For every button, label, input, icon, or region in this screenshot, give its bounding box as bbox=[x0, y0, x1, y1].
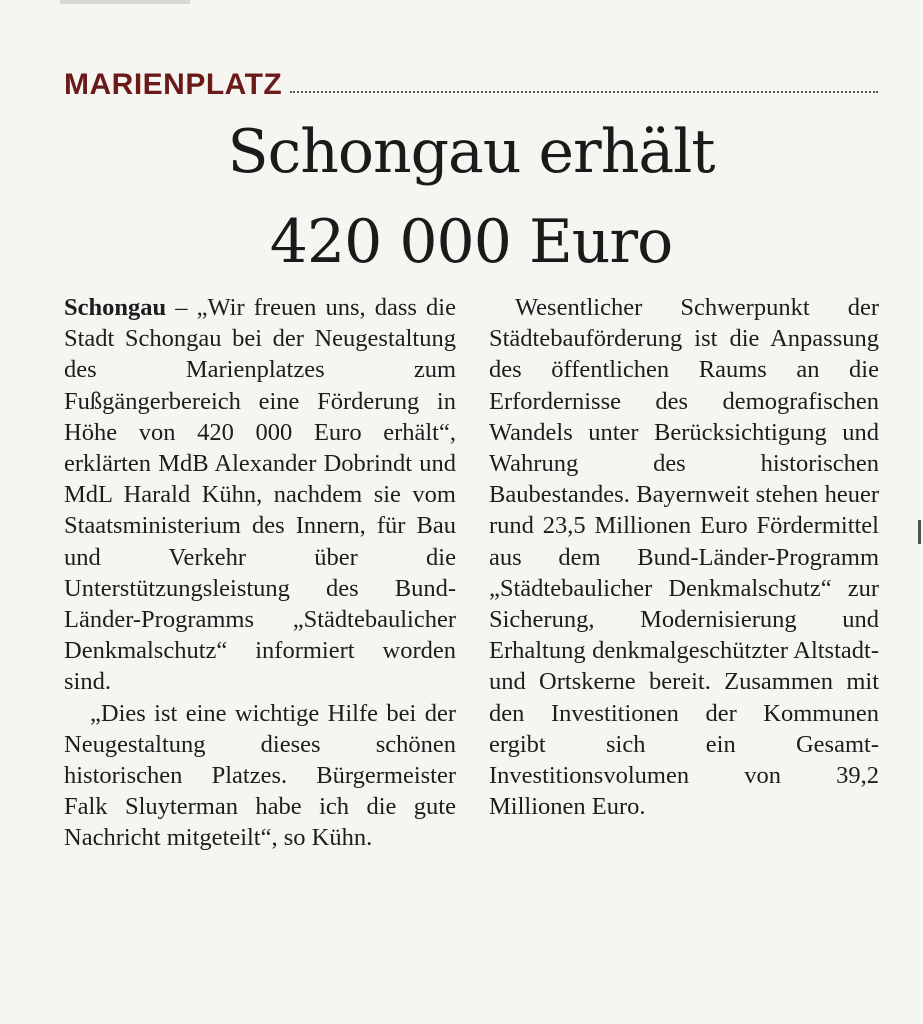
article-paragraph-3: Wesentlicher Schwerpunkt der Städtebauförderung ist die Anpassung des öffentlichen Raums an die Erfordernisse des demografischen Wandels unter Berücksichtigung und Wahrung des historischen Baubestandes. Bayernweit stehen heuer rund 23,5 Millionen Euro Fördermittel aus dem Bund-Länder-Programm „Städtebaulicher Denkmalschutz“ zur Sicherung, Modernisierung und Erhaltung denkmalgeschützter Altstadt- und Ortskerne bereit. Zusammen mit den Investitionen der Kommunen ergibt sich ein Gesamt-Investitionsvolumen von 39,2 Millionen Euro. bbox=[489, 294, 879, 821]
article-column-right bbox=[489, 292, 879, 822]
paragraph-1-text: – „Wir freuen uns, dass die Stadt Schongau bei der Neugestaltung des Marienplatzes zum Fußgängerbereich eine Förderung in Höhe von 420 000 Euro erhält“, erklärten MdB Alexander Dobrindt und MdL Harald Kühn, nachdem sie vom Staatsministerium des Innern, für Bau und Verkehr über die Unterstützungsleistung des Bund-Länder-Programms „Städtebaulicher Denkmalschutz“ informiert worden sind. bbox=[64, 294, 456, 696]
headline-line-1: Schongau erhält bbox=[227, 117, 715, 187]
article-column-left bbox=[64, 292, 456, 854]
dateline: Schongau bbox=[64, 294, 167, 321]
article-paragraph-1 bbox=[64, 292, 456, 698]
article-paragraph-2: „Dies ist eine wichtige Hilfe bei der Neugestaltung dieses schönen historischen Platzes. Bürgermeister Falk Sluyterman habe ich die gute Nachricht mitgeteilt“, so Kühn. bbox=[64, 699, 456, 852]
scan-edge-smudge bbox=[60, 0, 190, 4]
section-kicker: MARIENPLATZ bbox=[64, 68, 283, 101]
section-kicker-row bbox=[64, 62, 878, 102]
scan-margin-mark bbox=[918, 520, 921, 544]
dotted-rule bbox=[290, 91, 878, 93]
headline-line-2: 420 000 Euro bbox=[269, 207, 673, 277]
